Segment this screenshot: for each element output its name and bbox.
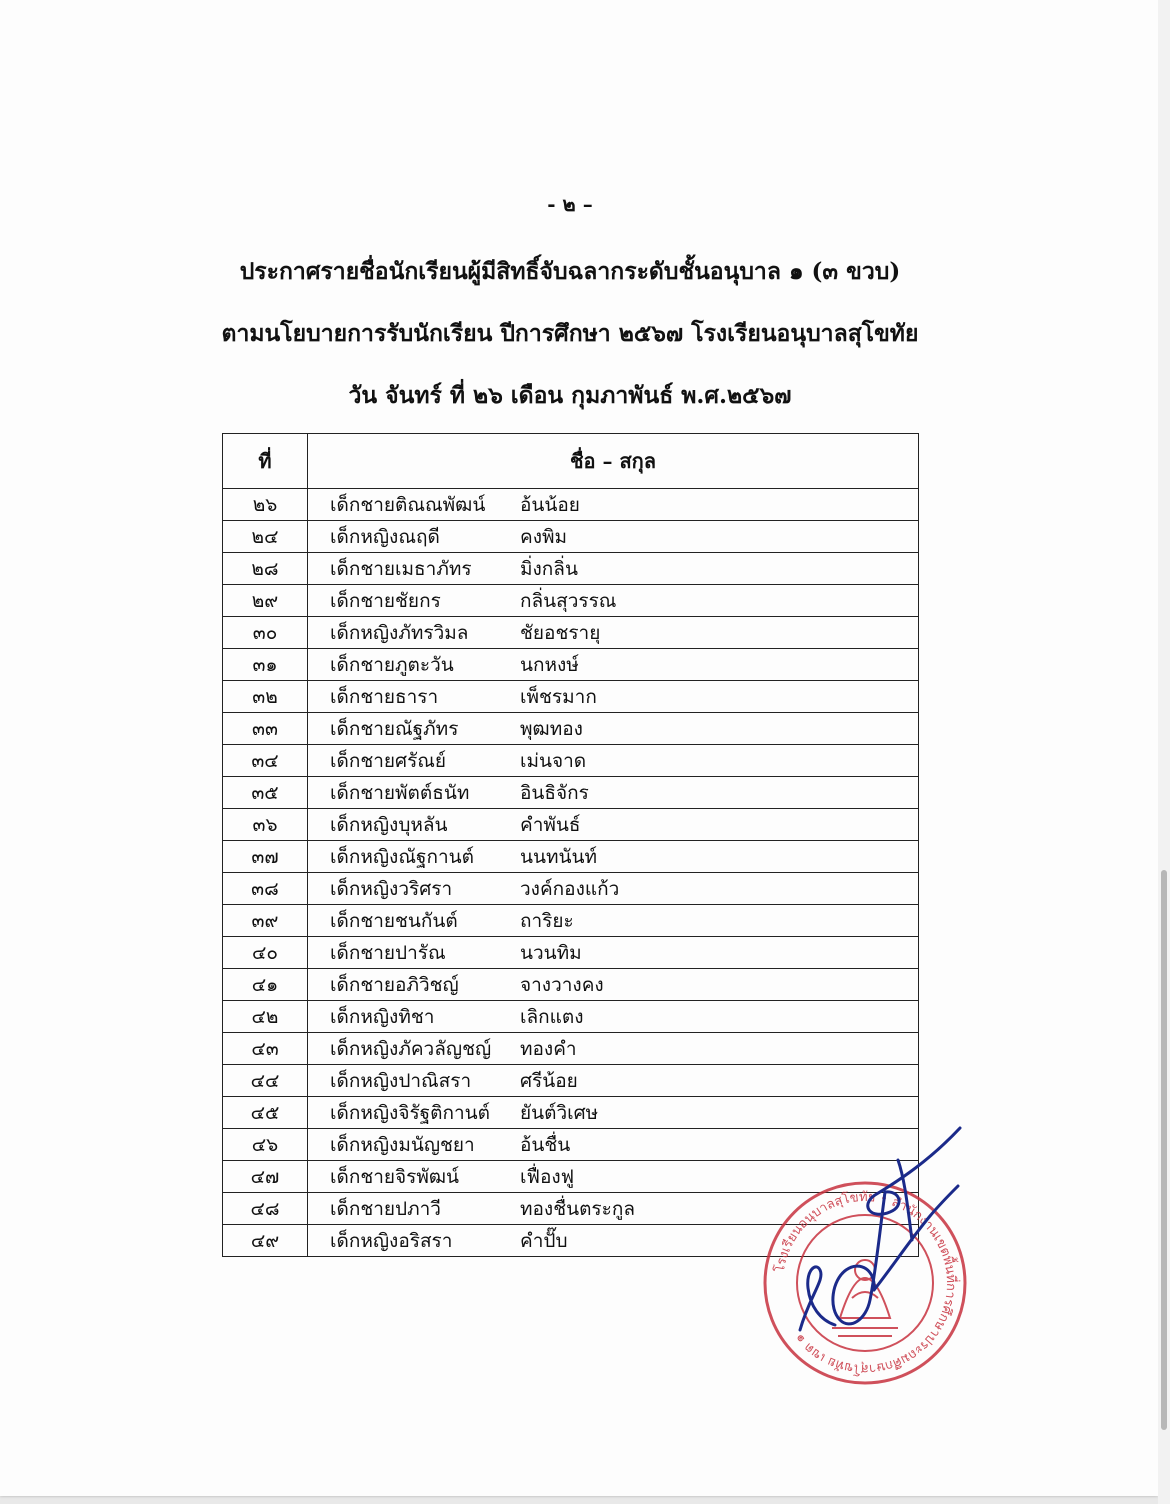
student-name-cell [308,809,919,841]
student-last-name: ทองคำ [520,1037,577,1060]
table-row [223,969,919,1001]
table-row [223,585,919,617]
student-name-cell [308,873,919,905]
row-number: ๓๐ [223,617,308,649]
student-last-name: เพ็ชรมาก [520,685,597,708]
row-number: ๒๔ [223,521,308,553]
row-number: ๔๐ [223,937,308,969]
student-last-name: จางวางคง [520,973,604,996]
table-row [223,873,919,905]
student-first-name: เด็กหญิงบุหลัน [330,813,448,836]
student-name-cell [308,713,919,745]
student-first-name: เด็กหญิงจิรัฐติกานต์ [330,1101,490,1124]
student-name-cell [308,1065,919,1097]
student-last-name: พุฒทอง [520,717,583,740]
student-last-name: เม่นจาด [520,749,587,772]
table-row [223,713,919,745]
row-number: ๔๙ [223,1225,308,1257]
scrollbar[interactable] [1158,0,1170,1504]
student-last-name: ชัยอชรายุ [520,621,601,644]
table-row [223,521,919,553]
student-last-name: นนทนันท์ [520,845,598,868]
student-first-name: เด็กชายชัยกร [330,589,441,612]
student-name-cell [308,649,919,681]
student-first-name: เด็กชายปารัณ [330,941,446,964]
student-name-cell [308,585,919,617]
student-name-cell [308,905,919,937]
student-last-name: กลิ่นสุวรรณ [520,589,617,612]
student-first-name: เด็กชายจิรพัฒน์ [330,1165,460,1188]
student-name-cell [308,1001,919,1033]
student-last-name: ยันต์วิเศษ [520,1101,599,1124]
student-last-name: อ้นน้อย [520,493,580,516]
table-row [223,937,919,969]
student-first-name: เด็กชายณัฐภัทร [330,717,459,740]
column-header-number: ที่ [223,434,308,489]
row-number: ๔๘ [223,1193,308,1225]
student-first-name: เด็กชายธารา [330,685,439,708]
table-row [223,489,919,521]
student-first-name: เด็กชายเมธาภัทร [330,557,472,580]
student-last-name: เฟื่องฟู [520,1165,575,1188]
table-row [223,809,919,841]
student-last-name: คงพิม [520,525,568,548]
table-row [223,553,919,585]
student-name-cell [308,681,919,713]
student-first-name: เด็กชายภูตะวัน [330,653,454,676]
table-row [223,905,919,937]
student-first-name: เด็กชายติณณพัฒน์ [330,493,486,516]
student-name-cell [308,1033,919,1065]
student-last-name: วงค์กองแก้ว [520,877,620,900]
student-first-name: เด็กหญิงทิชา [330,1005,435,1028]
row-number: ๔๓ [223,1033,308,1065]
table-row [223,1001,919,1033]
student-name-cell [308,969,919,1001]
row-number: ๔๑ [223,969,308,1001]
student-first-name: เด็กชายศรัณย์ [330,749,447,772]
row-number: ๔๗ [223,1161,308,1193]
student-name-cell [308,489,919,521]
scrollbar-thumb[interactable] [1161,870,1167,1430]
table-row [223,1033,919,1065]
row-number: ๓๙ [223,905,308,937]
student-name-cell [308,777,919,809]
handwritten-signature [780,1120,980,1350]
row-number: ๓๕ [223,777,308,809]
row-number: ๔๕ [223,1097,308,1129]
student-last-name: เลิกแตง [520,1005,584,1028]
student-first-name: เด็กหญิงมนัญชยา [330,1133,475,1156]
student-first-name: เด็กชายอภิวิชญ์ [330,973,459,996]
student-first-name: เด็กหญิงภัทรวิมล [330,621,469,644]
table-row [223,649,919,681]
table-row [223,1065,919,1097]
page-number: - ๒ – [547,192,593,216]
student-first-name: เด็กหญิงปาณิสรา [330,1069,472,1092]
student-last-name: นกหงษ์ [520,653,579,676]
row-number: ๒๙ [223,585,308,617]
row-number: ๓๖ [223,809,308,841]
row-number: ๔๔ [223,1065,308,1097]
student-first-name: เด็กชายชนกันต์ [330,909,458,932]
row-number: ๔๖ [223,1129,308,1161]
row-number: ๓๒ [223,681,308,713]
student-first-name: เด็กหญิงณัฐกานต์ [330,845,474,868]
student-first-name: เด็กชายปภาวี [330,1197,441,1220]
row-number: ๓๘ [223,873,308,905]
student-name-cell [308,745,919,777]
student-name-cell [308,617,919,649]
student-last-name: คำปั๊บ [520,1229,568,1252]
student-name-cell [308,521,919,553]
table-row [223,617,919,649]
row-number: ๓๔ [223,745,308,777]
student-last-name: อ้นชื่น [520,1133,571,1156]
announcement-title-line-1: ประกาศรายชื่อนักเรียนผู้มีสิทธิ์จับฉลากระดับชั้นอนุบาล ๑ (๓ ขวบ) [239,258,901,285]
table-header-row [223,434,919,489]
student-last-name: นวนทิม [520,941,582,964]
row-number: ๓๑ [223,649,308,681]
row-number: ๓๗ [223,841,308,873]
table-row [223,777,919,809]
student-first-name: เด็กหญิงอริสรา [330,1229,453,1252]
student-last-name: ถาริยะ [520,909,574,932]
announcement-date-line: วัน จันทร์ ที่ ๒๖ เดือน กุมภาพันธ์ พ.ศ.๒๕๖๗ [348,382,792,409]
student-last-name: อินธิจักร [520,781,589,804]
table-row [223,841,919,873]
student-first-name: เด็กหญิงวริศรา [330,877,453,900]
row-number: ๒๘ [223,553,308,585]
student-last-name: มิ่งกลิ่น [520,557,578,580]
row-number: ๔๒ [223,1001,308,1033]
student-last-name: คำพันธ์ [520,813,581,836]
announcement-title-line-2: ตามนโยบายการรับนักเรียน ปีการศึกษา ๒๕๖๗ โรงเรียนอนุบาลสุโขทัย [221,320,919,347]
student-first-name: เด็กหญิงภัควลัญชญ์ [330,1037,492,1060]
column-header-name: ชื่อ – สกุล [308,434,919,489]
student-name-cell [308,553,919,585]
row-number: ๓๓ [223,713,308,745]
student-last-name: ศรีน้อย [520,1069,578,1092]
student-last-name: ทองชื่นตระกูล [520,1197,635,1220]
student-name-cell [308,841,919,873]
table-row [223,681,919,713]
row-number: ๒๖ [223,489,308,521]
student-first-name: เด็กหญิงณฤดี [330,525,440,548]
table-row [223,745,919,777]
student-first-name: เด็กชายพัตต์ธนัท [330,781,470,804]
student-name-cell [308,937,919,969]
seal-text: โรงเรียนอนุบาลสุโขทัย • สำนักงานเขตพื้นที่การศึกษาประถมศึกษาสุโขทัย เขต ๑ [772,1189,959,1377]
